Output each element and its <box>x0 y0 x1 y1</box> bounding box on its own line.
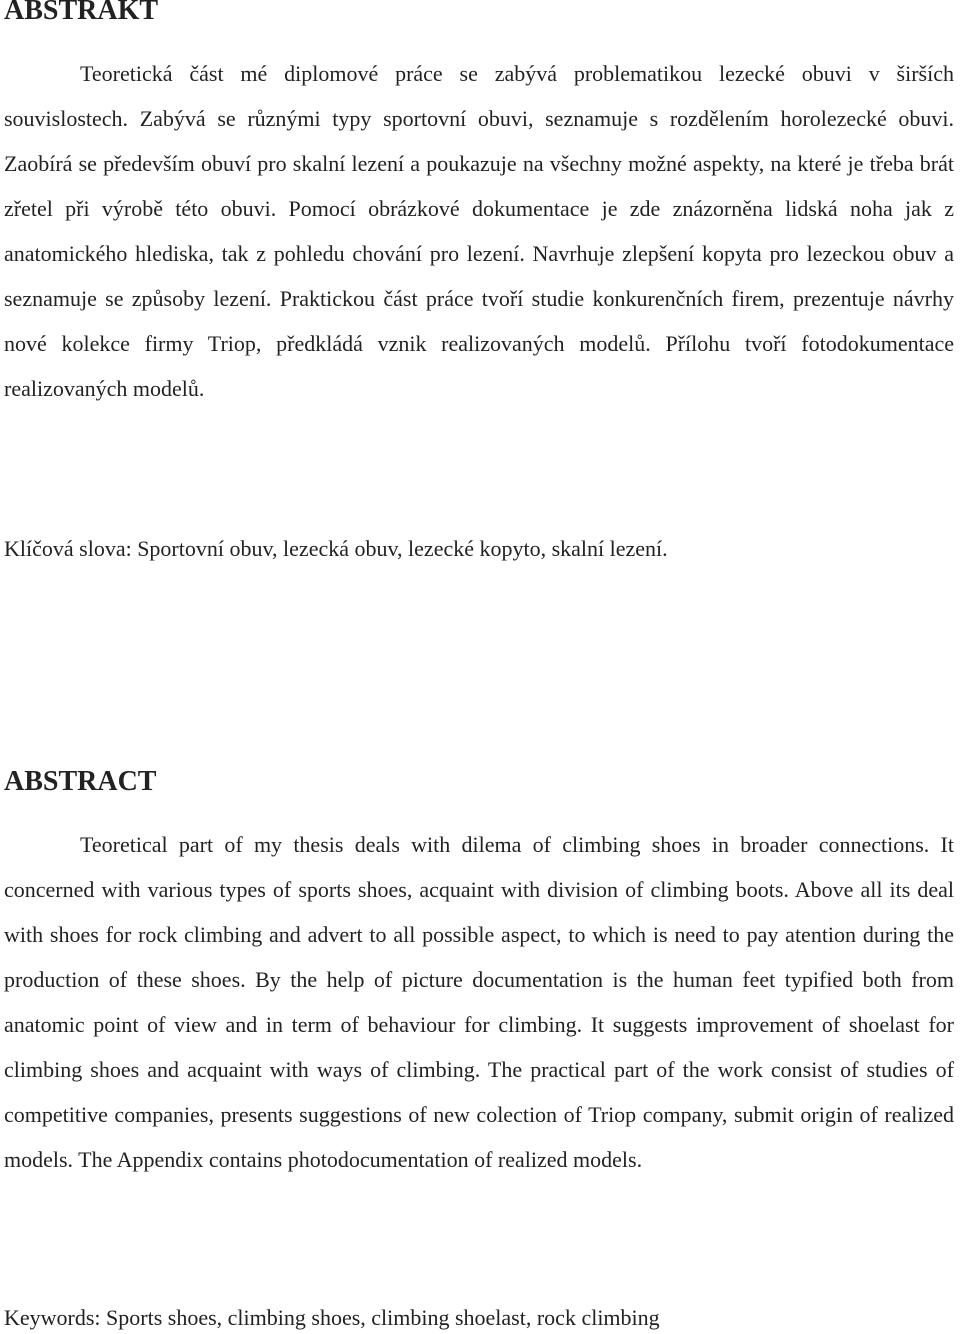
english-abstract-paragraph: Teoretical part of my thesis deals with dilema of climbing shoes in broader connections. It concerned with various types of sports shoes, acquaint with division of climbing boots. Above all its deal with shoes for rock climbing and advert to all possible aspect, to which is need to pay atention during the production of these shoes. By the help of picture documentation is the human feet typified both from anatomic point of view and in term of behaviour for climbing. It suggests improvement of shoelast for climbing shoes and acquaint with ways of climbing. The practical part of the work consist of studies of competitive companies, presents suggestions of new colection of Triop company, submit origin of realized models. The Appendix contains photodocumentation of realized models. <box>4 832 954 1172</box>
czech-abstract-paragraph: Teoretická část mé diplomové práce se zabývá problematikou lezecké obuvi v širších souvislostech. Zabývá se různými typy sportovní obuvi, seznamuje s rozdělením horolezecké obuvi. Zaobírá se především obuví pro skalní lezení a poukazuje na všechny možné aspekty, na které je třeba brát zřetel při výrobě této obuvi. Pomocí obrázkové dokumentace je zde znázorněna lidská noha jak z anatomického hlediska, tak z pohledu chování pro lezení. Navrhuje zlepšení kopyta pro lezeckou obuv a seznamuje se způsoby lezení. Praktickou část práce tvoří studie konkurenčních firem, prezentuje návrhy nové kolekce firmy Triop, předkládá vznik realizovaných modelů. Přílohu tvoří fotodokumentace realizovaných modelů. <box>4 61 954 401</box>
abstract-heading: ABSTRACT <box>4 766 157 797</box>
english-keywords: Keywords: Sports shoes, climbing shoes, climbing shoelast, rock climbing <box>4 1305 660 1330</box>
czech-keywords: Klíčová slova: Sportovní obuv, lezecká obuv, lezecké kopyto, skalní lezení. <box>4 536 668 561</box>
abstrakt-heading: ABSTRAKT <box>4 0 159 26</box>
